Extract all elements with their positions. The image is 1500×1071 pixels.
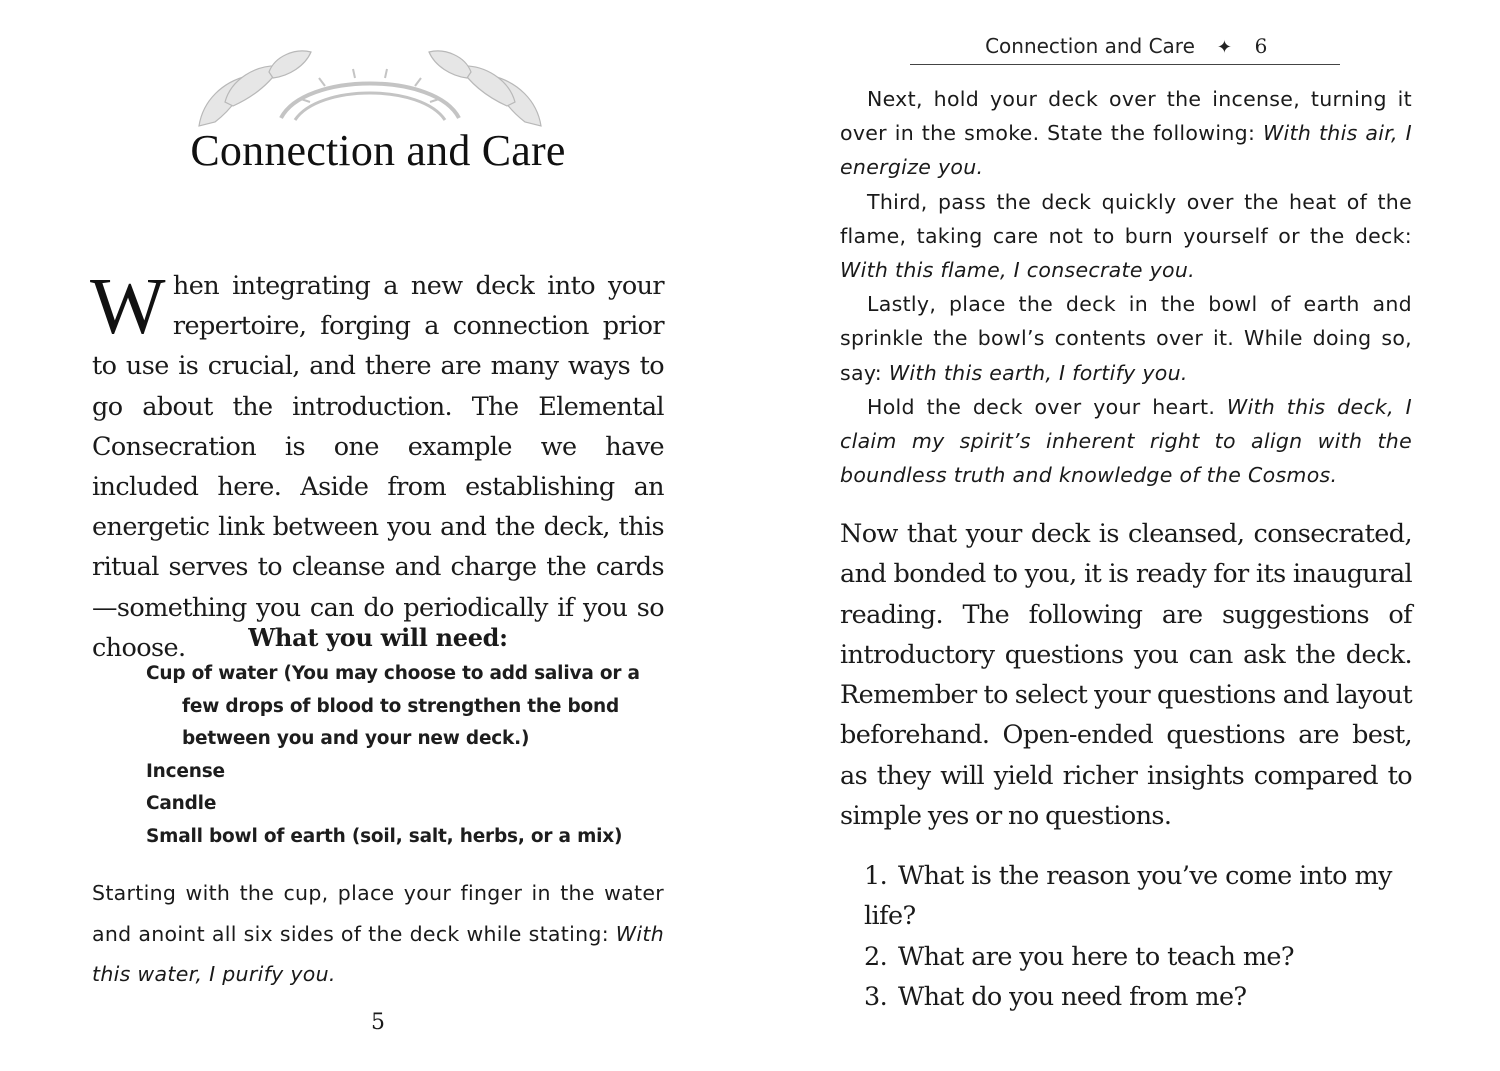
questions-list [864, 856, 1424, 1017]
star-separator-icon: ✦ [1216, 37, 1232, 58]
materials-list [146, 658, 666, 854]
water-step-text: Starting with the cup, place your finger in the water and anoint all six sides of the deck while stating: [92, 881, 664, 946]
question-number: 1. [864, 861, 888, 891]
water-step-paragraph [92, 873, 664, 995]
chapter-title: Connection and Care [190, 126, 566, 175]
ritual-step-invocation: With this earth, I fortify you. [888, 360, 1188, 385]
intro-text: hen integrating a new deck into your repertoire, forging a connection prior to use is crucial, and there are many ways to go about the introduction. The Elemental Consecration is one example we have included here. Aside from establishing an energetic link between you and the deck, this ritual serves to cleanse and charge the cards—something you can do periodically if you so choose. [92, 271, 664, 663]
page-number: 6 [1254, 34, 1268, 58]
ritual-step-text: Hold the deck over your heart. [867, 394, 1227, 419]
ritual-step-invocation: With this air, I energize you. [840, 121, 1413, 180]
ritual-step-invocation: With this flame, I consecrate you. [840, 258, 1195, 283]
ritual-step-text: Lastly, place the deck in the bowl of earth and sprinkle the bowl’s contents over it. While doing so, say: [840, 292, 1412, 385]
question-text: What do you need from me? [898, 981, 1247, 1012]
ritual-step [840, 185, 1412, 288]
ritual-step [840, 82, 1412, 185]
water-step-invocation: With this water, I purify you. [92, 921, 664, 986]
materials-item: Candle [146, 793, 217, 815]
question-item [864, 977, 1424, 1017]
question-number: 3. [864, 981, 888, 1012]
running-head [910, 30, 1340, 65]
ritual-step [840, 390, 1412, 493]
page-number: 5 [371, 1010, 385, 1035]
running-head-title: Connection and Care [985, 34, 1195, 58]
body-paragraph: Now that your deck is cleansed, consecrated, and bonded to you, it is ready for its inaugural reading. The following are suggestions of introductory questions you can ask the deck. Remember to select your questions and layout beforehand. Open-ended questions are best, as they will yield richer insights compared to simple yes or no questions. [840, 519, 1412, 832]
drop-cap: W [90, 263, 165, 351]
ritual-step-text: Third, pass the deck quickly over the heat of the flame, taking care not to burn yourself or the deck: [840, 189, 1412, 248]
intro-paragraph [90, 263, 664, 668]
question-item [864, 856, 1424, 937]
question-item [864, 937, 1424, 977]
ritual-step-text: Next, hold your deck over the incense, turning it over in the smoke. State the following: [840, 87, 1412, 146]
materials-item: Incense [146, 760, 225, 782]
question-number: 2. [864, 941, 888, 972]
ritual-step-invocation: With this deck, I claim my spirit’s inherent right to align with the boundless truth and knowledge of the Cosmos. [840, 394, 1412, 488]
materials-heading: What you will need: [248, 623, 508, 652]
thorny-vine-ornament [185, 42, 555, 130]
question-text: What are you here to teach me? [898, 941, 1294, 972]
ritual-step [840, 287, 1412, 390]
question-text: What is the reason you’ve come into my life? [864, 861, 1392, 932]
materials-item: Small bowl of earth (soil, salt, herbs, or a mix) [146, 825, 623, 847]
materials-item: Cup of water (You may choose to add saliva or a few drops of blood to strengthen the bond between you and your new deck.) [146, 663, 640, 750]
ritual-steps [840, 82, 1412, 492]
right-page [750, 0, 1500, 1071]
